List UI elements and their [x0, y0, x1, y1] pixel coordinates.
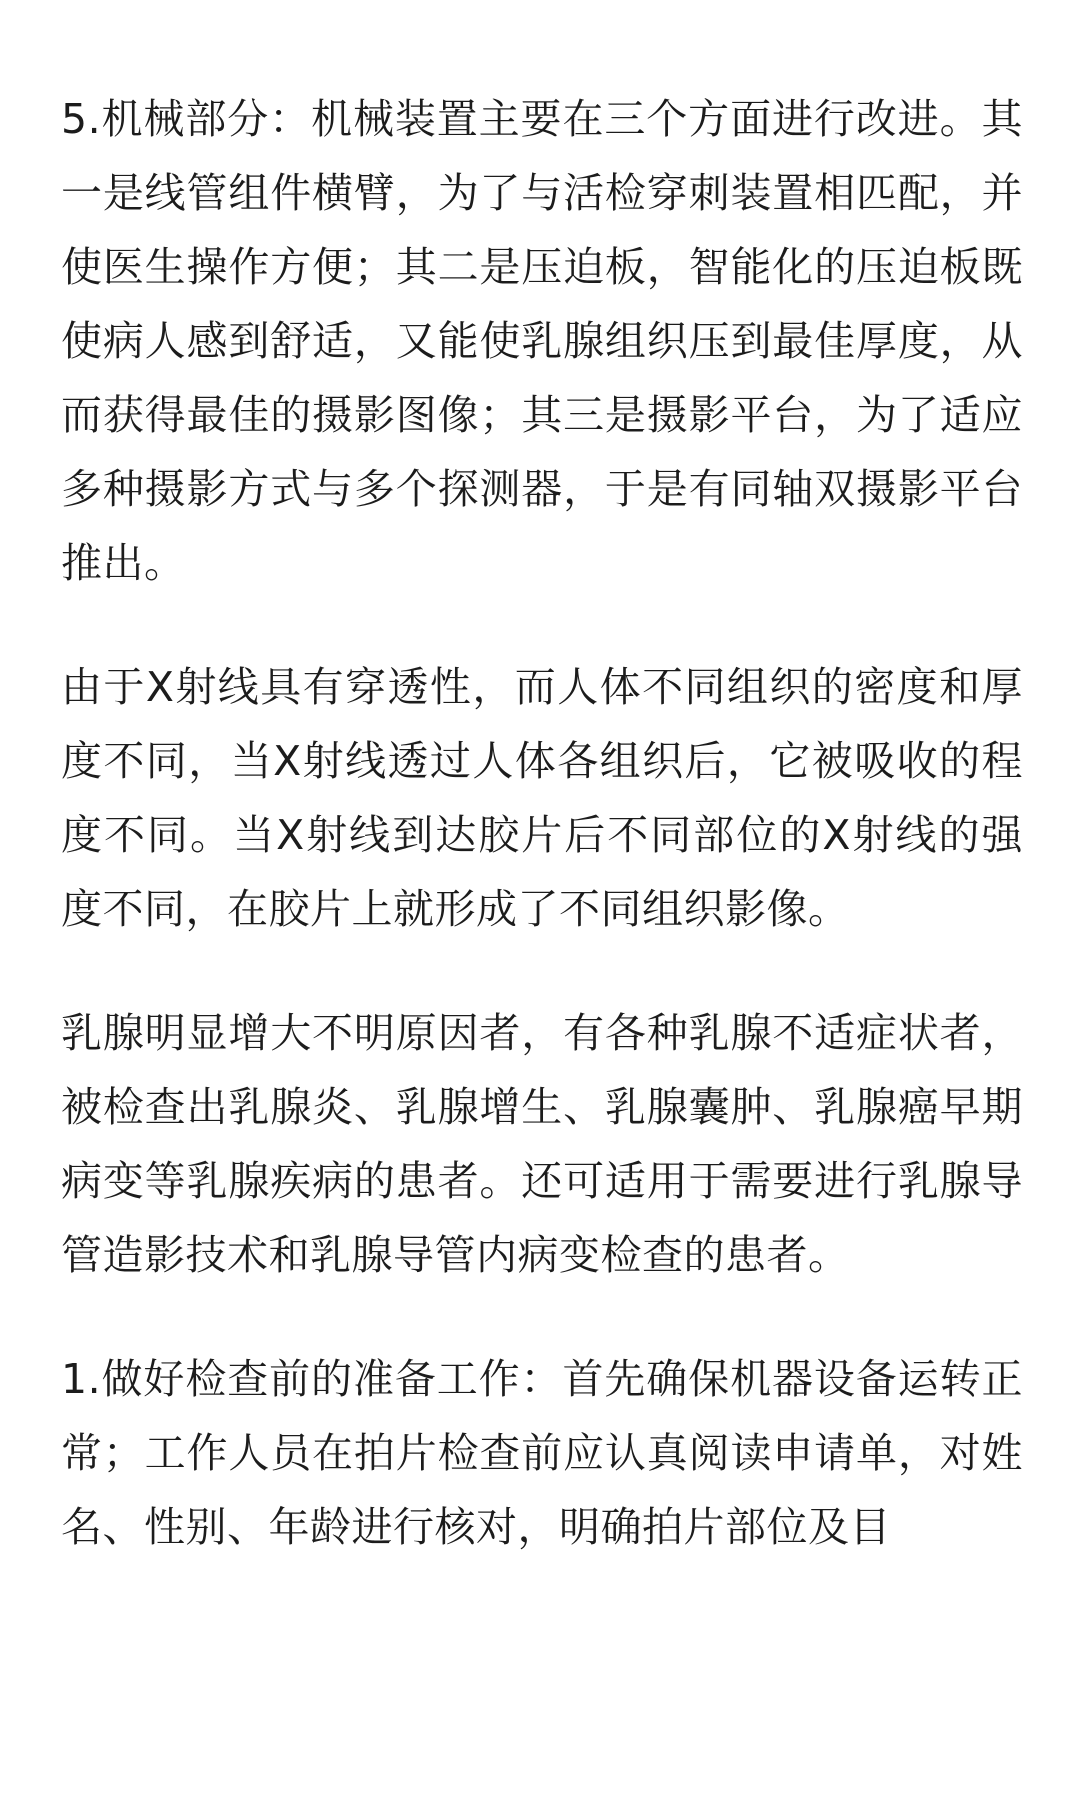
paragraph-indications: 乳腺明显增大不明原因者，有各种乳腺不适症状者，被检查出乳腺炎、乳腺增生、乳腺囊肿、乳腺癌早期病变等乳腺疾病的患者。还可适用于需要进行乳腺导管造影技术和乳腺导管内病变检查的患者。 — [61, 1009, 1023, 1279]
paragraph-xray-principle: 由于X射线具有穿透性，而人体不同组织的密度和厚度不同，当X射线透过人体各组织后，它被吸收的程度不同。当X射线到达胶片后不同部位的X射线的强度不同，在胶片上就形成了不同组织影像。 — [61, 663, 1023, 933]
article-body — [61, 82, 1023, 1614]
paragraph-mechanical-parts: 5.机械部分：机械装置主要在三个方面进行改进。其一是线管组件横臂，为了与活检穿刺装置相匹配，并使医生操作方便；其二是压迫板，智能化的压迫板既使病人感到舒适，又能使乳腺组织压到最佳厚度，从而获得最佳的摄影图像；其三是摄影平台，为了适应多种摄影方式与多个探测器，于是有同轴双摄影平台推出。 — [61, 95, 1023, 587]
paragraph-preparation: 1.做好检查前的准备工作：首先确保机器设备运转正常；工作人员在拍片检查前应认真阅读申请单，对姓名、性别、年龄进行核对，明确拍片部位及目 — [61, 1355, 1023, 1551]
